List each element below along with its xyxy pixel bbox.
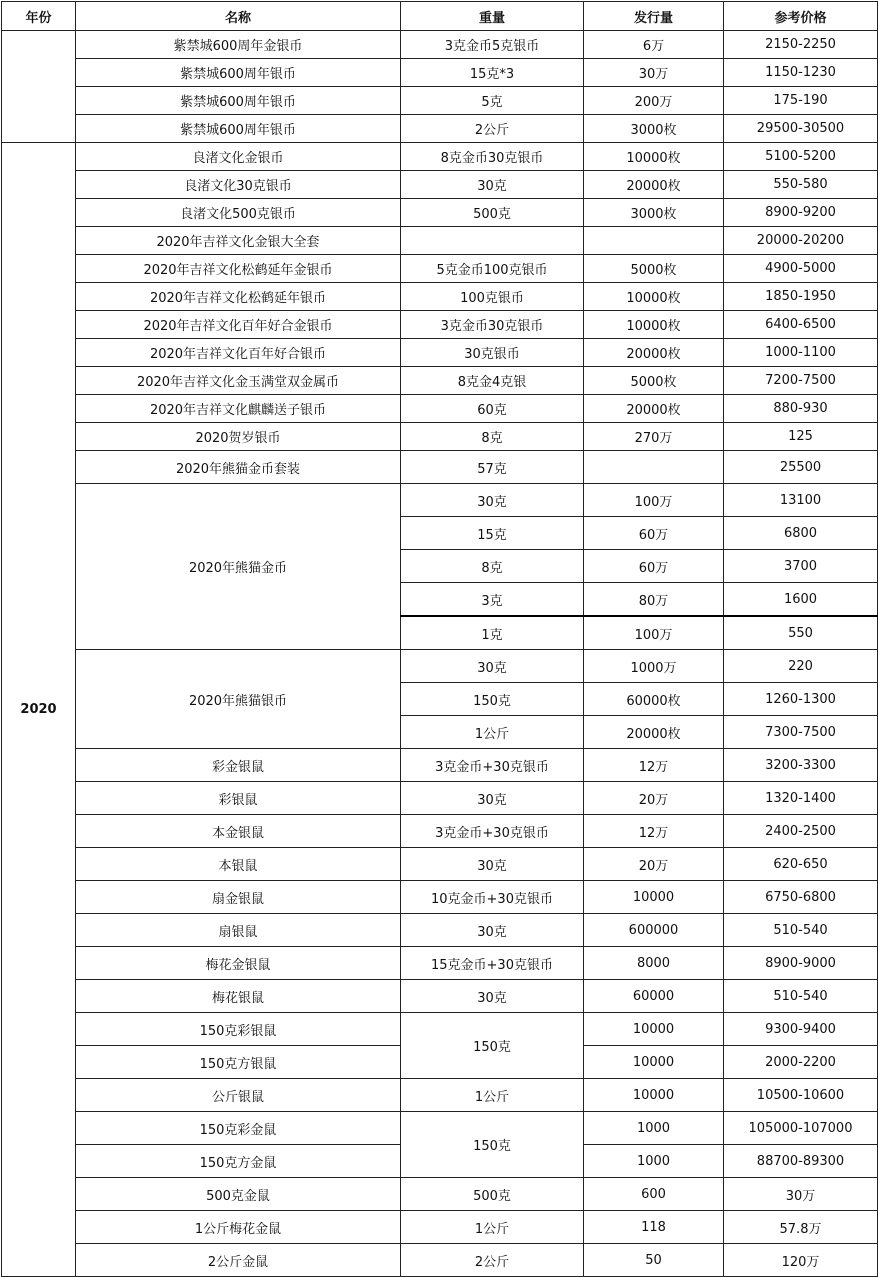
header-year: 年份: [2, 2, 76, 31]
table-row: [2, 1211, 878, 1244]
coin-name: 2020年吉祥文化麒麟送子银币: [76, 395, 401, 423]
coin-name: 2020贺岁银币: [76, 423, 401, 451]
coin-weight: 5克: [401, 87, 584, 115]
coin-weight: 3克金币+30克银币: [401, 815, 584, 848]
table-row: [2, 339, 878, 367]
coin-price: 6800: [724, 517, 878, 550]
table-row: [2, 1013, 878, 1046]
coin-issue: 60万: [584, 517, 724, 550]
table-row: [2, 980, 878, 1013]
coin-price: 105000-107000: [724, 1112, 878, 1145]
coin-name: 良渚文化金银币: [76, 143, 401, 171]
coin-issue: 270万: [584, 423, 724, 451]
coin-weight: 60克: [401, 395, 584, 423]
table-row: [2, 59, 878, 87]
coin-weight: 1公斤: [401, 1211, 584, 1244]
coin-weight: 100克银币: [401, 283, 584, 311]
coin-issue: 20000枚: [584, 171, 724, 199]
coin-name: 2020年吉祥文化金玉满堂双金属币: [76, 367, 401, 395]
coin-weight: 10克金币+30克银币: [401, 881, 584, 914]
coin-weight: 30克: [401, 484, 584, 517]
table-row: [2, 31, 878, 59]
coin-name: 扇金银鼠: [76, 881, 401, 914]
table-row: [2, 650, 878, 683]
table-row: [2, 255, 878, 283]
coin-weight: 1公斤: [401, 1079, 584, 1112]
coin-issue: 60万: [584, 550, 724, 583]
coin-weight: 3克金币+30克银币: [401, 749, 584, 782]
coin-name: 良渚文化500克银币: [76, 199, 401, 227]
coin-weight: 2公斤: [401, 1244, 584, 1277]
coin-name: 本银鼠: [76, 848, 401, 881]
coin-name: 150克彩银鼠: [76, 1013, 401, 1046]
coin-issue: 20万: [584, 848, 724, 881]
coin-name: 2公斤金鼠: [76, 1244, 401, 1277]
coin-weight: 30克: [401, 782, 584, 815]
coin-name: 2020年吉祥文化松鹤延年金银币: [76, 255, 401, 283]
coin-name: 150克彩金鼠: [76, 1112, 401, 1145]
coin-price: 6750-6800: [724, 881, 878, 914]
coin-issue: 20000枚: [584, 395, 724, 423]
coin-weight: 3克: [401, 583, 584, 617]
coin-weight: 5克金币100克银币: [401, 255, 584, 283]
coin-name: 2020年吉祥文化松鹤延年银币: [76, 283, 401, 311]
coin-price: 220: [724, 650, 878, 683]
table-row: [2, 1178, 878, 1211]
coin-price: 3700: [724, 550, 878, 583]
coin-price: 30万: [724, 1178, 878, 1211]
header-price: 参考价格: [724, 2, 878, 31]
coin-issue: 60000枚: [584, 683, 724, 716]
coin-issue: 100万: [584, 484, 724, 517]
coin-price: 510-540: [724, 980, 878, 1013]
coin-issue: 5000枚: [584, 367, 724, 395]
coin-weight: 15克金币+30克银币: [401, 947, 584, 980]
coin-issue: 12万: [584, 815, 724, 848]
table-row: [2, 311, 878, 339]
coin-name: 紫禁城600周年银币: [76, 87, 401, 115]
coin-weight: 3克金币30克银币: [401, 311, 584, 339]
coin-issue: 50: [584, 1244, 724, 1277]
coin-issue: 20000枚: [584, 716, 724, 749]
coin-price: 4900-5000: [724, 255, 878, 283]
table-row: [2, 143, 878, 171]
coin-issue: [584, 227, 724, 255]
coin-weight: 8克: [401, 550, 584, 583]
table-row: [2, 848, 878, 881]
coin-price: 10500-10600: [724, 1079, 878, 1112]
coin-issue: 3000枚: [584, 115, 724, 143]
coin-name: 梅花银鼠: [76, 980, 401, 1013]
table-row: [2, 749, 878, 782]
coin-issue: 3000枚: [584, 199, 724, 227]
coin-issue: 8000: [584, 947, 724, 980]
coin-weight: 30克: [401, 980, 584, 1013]
coin-name: 紫禁城600周年银币: [76, 115, 401, 143]
coin-issue: 1000: [584, 1112, 724, 1145]
header-weight: 重量: [401, 2, 584, 31]
coin-weight: 8克金币30克银币: [401, 143, 584, 171]
coin-weight: 8克金4克银: [401, 367, 584, 395]
coin-weight: 30克: [401, 171, 584, 199]
coin-price: 3200-3300: [724, 749, 878, 782]
coin-issue: 6万: [584, 31, 724, 59]
coin-weight: 2公斤: [401, 115, 584, 143]
coin-price: 57.8万: [724, 1211, 878, 1244]
coin-issue: 5000枚: [584, 255, 724, 283]
table-row: [2, 395, 878, 423]
year-cell-2020: 2020: [2, 143, 76, 1277]
coin-price: 125: [724, 423, 878, 451]
coin-name: 2020年吉祥文化百年好合银币: [76, 339, 401, 367]
coin-price: 25500: [724, 451, 878, 484]
table-row: [2, 881, 878, 914]
coin-issue: 10000: [584, 1079, 724, 1112]
coin-issue: 20万: [584, 782, 724, 815]
coin-issue: 10000枚: [584, 311, 724, 339]
coin-price: 120万: [724, 1244, 878, 1277]
coin-price: 550-580: [724, 171, 878, 199]
coin-price: 5100-5200: [724, 143, 878, 171]
coin-issue: 10000枚: [584, 283, 724, 311]
coin-price: 2400-2500: [724, 815, 878, 848]
table-row: [2, 1112, 878, 1145]
coin-price: 9300-9400: [724, 1013, 878, 1046]
table-row: [2, 815, 878, 848]
coin-price: 1600: [724, 583, 878, 617]
coin-issue: [584, 451, 724, 484]
table-header-row: [2, 2, 878, 31]
coin-weight: 1克: [401, 616, 584, 650]
coin-issue: 10000: [584, 1046, 724, 1079]
coin-issue: 100万: [584, 616, 724, 650]
table-row: [2, 423, 878, 451]
coin-weight: 15克*3: [401, 59, 584, 87]
coin-weight: 3克金币5克银币: [401, 31, 584, 59]
coin-weight: 30克: [401, 914, 584, 947]
coin-weight: 15克: [401, 517, 584, 550]
coin-weight: [401, 227, 584, 255]
coin-price: 7200-7500: [724, 367, 878, 395]
coin-issue: 200万: [584, 87, 724, 115]
header-issue: 发行量: [584, 2, 724, 31]
table-row: [2, 171, 878, 199]
coin-price: 2150-2250: [724, 31, 878, 59]
coin-name: 公斤银鼠: [76, 1079, 401, 1112]
coin-name: 2020年吉祥文化金银大全套: [76, 227, 401, 255]
coin-name: 1公斤梅花金鼠: [76, 1211, 401, 1244]
panda-gold-name: 2020年熊猫金币: [76, 484, 401, 650]
coin-name: 彩银鼠: [76, 782, 401, 815]
coin-weight: 30克银币: [401, 339, 584, 367]
coin-price: 620-650: [724, 848, 878, 881]
coin-weight: 57克: [401, 451, 584, 484]
table-row: [2, 367, 878, 395]
table-row: [2, 1079, 878, 1112]
coin-price: 29500-30500: [724, 115, 878, 143]
year-cell-blank: [2, 31, 76, 143]
table-row: [2, 914, 878, 947]
coin-weight: 500克: [401, 199, 584, 227]
coin-issue: 10000: [584, 881, 724, 914]
coin-weight: 8克: [401, 423, 584, 451]
coin-name: 紫禁城600周年金银币: [76, 31, 401, 59]
coin-issue: 80万: [584, 583, 724, 617]
coin-issue: 600000: [584, 914, 724, 947]
coin-price: 510-540: [724, 914, 878, 947]
coin-name: 扇银鼠: [76, 914, 401, 947]
coin-issue: 12万: [584, 749, 724, 782]
coin-weight: 30克: [401, 650, 584, 683]
coin-price: 175-190: [724, 87, 878, 115]
coin-price: 1150-1230: [724, 59, 878, 87]
coin-price: 8900-9200: [724, 199, 878, 227]
table-row: [2, 115, 878, 143]
coin-name: 150克方银鼠: [76, 1046, 401, 1079]
coin-issue: 1000万: [584, 650, 724, 683]
coin-weight: 500克: [401, 1178, 584, 1211]
coin-name: 紫禁城600周年银币: [76, 59, 401, 87]
coin-price: 1000-1100: [724, 339, 878, 367]
table-row: [2, 199, 878, 227]
table-row: [2, 87, 878, 115]
coin-name: 本金银鼠: [76, 815, 401, 848]
coin-weight: 150克: [401, 1013, 584, 1079]
table-row: [2, 1244, 878, 1277]
header-name: 名称: [76, 2, 401, 31]
coin-name: 彩金银鼠: [76, 749, 401, 782]
coin-issue: 30万: [584, 59, 724, 87]
coin-price: 8900-9000: [724, 947, 878, 980]
coin-issue: 1000: [584, 1145, 724, 1178]
coin-price: 88700-89300: [724, 1145, 878, 1178]
coin-price: 6400-6500: [724, 311, 878, 339]
coin-price: 1850-1950: [724, 283, 878, 311]
coin-name: 梅花金银鼠: [76, 947, 401, 980]
coin-price: 1260-1300: [724, 683, 878, 716]
coin-weight: 150克: [401, 1112, 584, 1178]
coin-name: 500克金鼠: [76, 1178, 401, 1211]
table-row: [2, 227, 878, 255]
coin-issue: 600: [584, 1178, 724, 1211]
coin-weight: 30克: [401, 848, 584, 881]
coin-weight: 1公斤: [401, 716, 584, 749]
coin-name: 2020年吉祥文化百年好合金银币: [76, 311, 401, 339]
coin-price: 880-930: [724, 395, 878, 423]
coin-price: 7300-7500: [724, 716, 878, 749]
coin-issue: 20000枚: [584, 339, 724, 367]
table-row: [2, 947, 878, 980]
coin-issue: 10000: [584, 1013, 724, 1046]
coin-name: 2020年熊猫金币套装: [76, 451, 401, 484]
table-row: [2, 451, 878, 484]
coin-price: 13100: [724, 484, 878, 517]
coin-name: 良渚文化30克银币: [76, 171, 401, 199]
table-row: [2, 782, 878, 815]
coin-price: 1320-1400: [724, 782, 878, 815]
panda-silver-name: 2020年熊猫银币: [76, 650, 401, 749]
coin-price: 550: [724, 616, 878, 650]
table-row: [2, 484, 878, 517]
coin-price: 20000-20200: [724, 227, 878, 255]
coin-weight: 150克: [401, 683, 584, 716]
coin-issue: 118: [584, 1211, 724, 1244]
table-row: [2, 283, 878, 311]
coin-issue: 60000: [584, 980, 724, 1013]
coin-price: 2000-2200: [724, 1046, 878, 1079]
coin-name: 150克方金鼠: [76, 1145, 401, 1178]
coin-price-table: [1, 1, 878, 1277]
coin-issue: 10000枚: [584, 143, 724, 171]
